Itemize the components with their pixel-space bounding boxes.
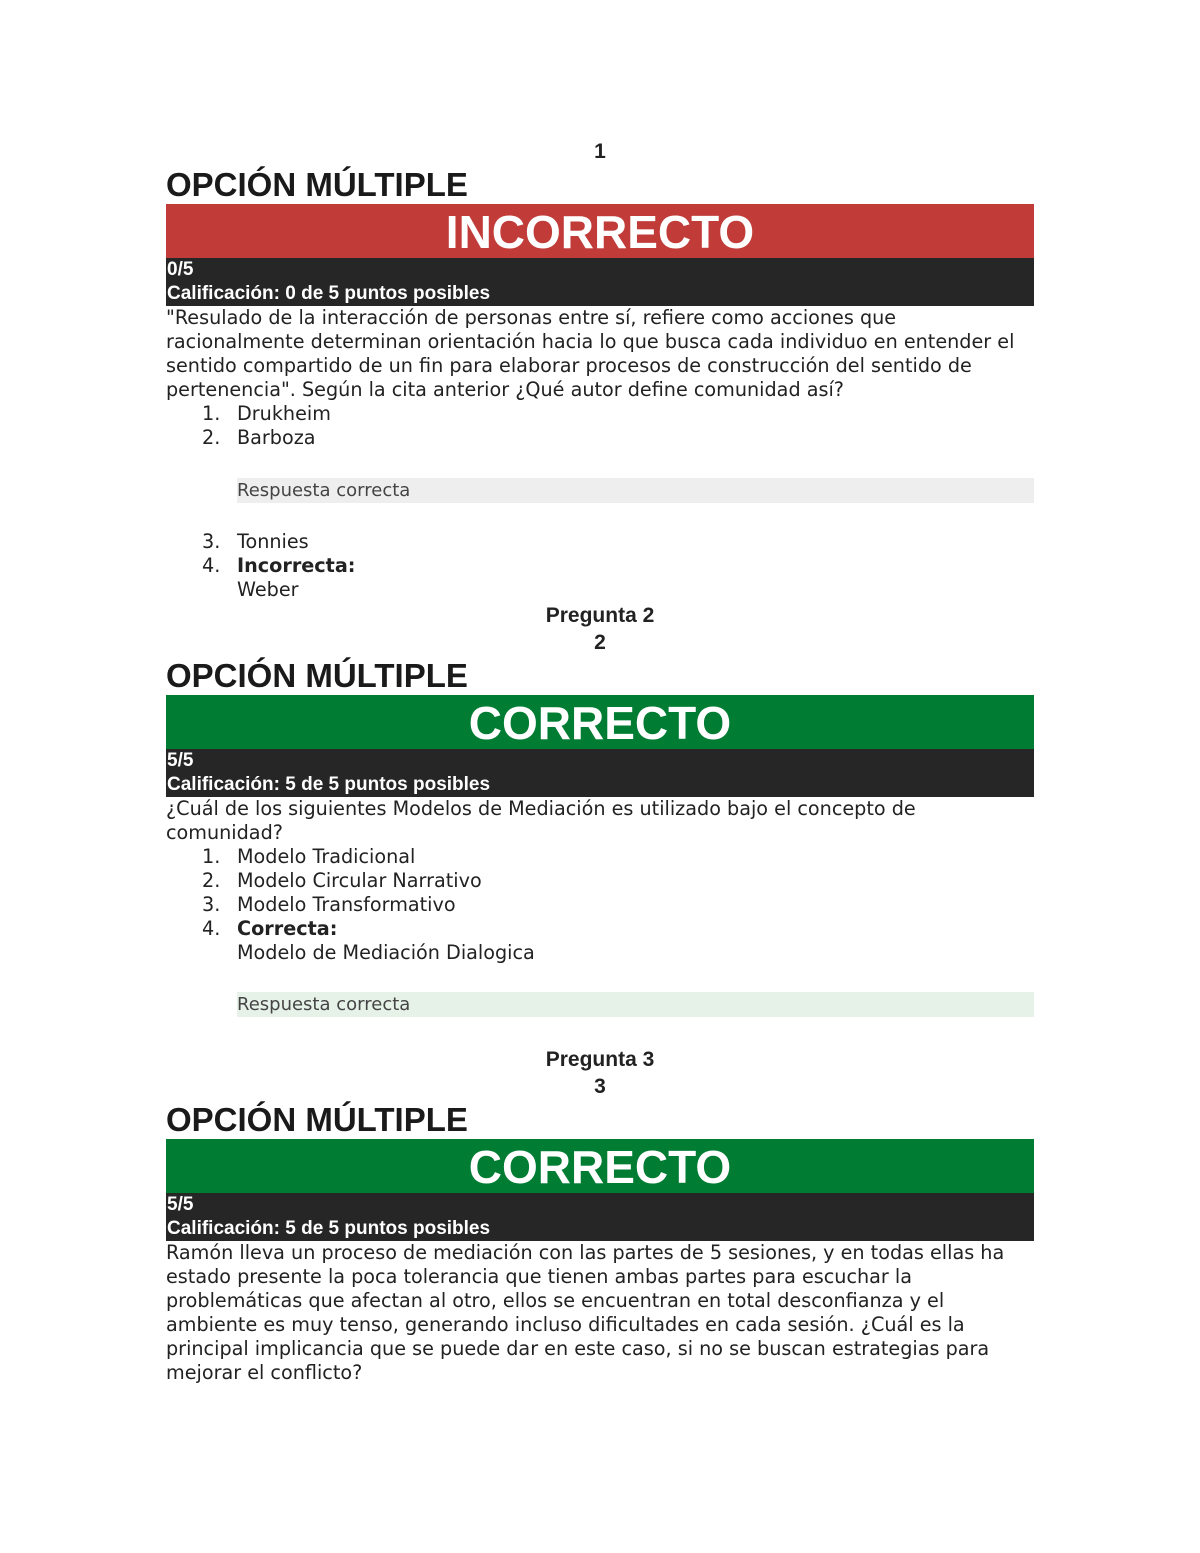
question-1 [166, 138, 1034, 602]
option-text: Drukheim [237, 402, 331, 425]
option-number: 2. [202, 426, 221, 449]
score-block [166, 1193, 1034, 1241]
grade-text: Calificación: 0 de 5 puntos posibles [167, 283, 491, 304]
question-type-title: OPCIÓN MÚLTIPLE [166, 166, 468, 203]
option-item[interactable] [166, 530, 1034, 554]
correct-answer-note: Respuesta correcta [237, 992, 1034, 1017]
option-number: 4. [202, 917, 221, 940]
incorrect-tag: Incorrecta: [237, 554, 356, 577]
options-list [166, 402, 1034, 450]
question-number: 2 [594, 631, 606, 654]
options-list [166, 845, 1034, 965]
option-text: Modelo Transformativo [237, 893, 456, 916]
options-list [166, 530, 1034, 602]
question-2 [166, 602, 1034, 1046]
option-item[interactable] [166, 426, 1034, 450]
status-banner-correct: CORRECTO [166, 1139, 1034, 1193]
question-type-title: OPCIÓN MÚLTIPLE [166, 1101, 468, 1138]
question-type-title: OPCIÓN MÚLTIPLE [166, 657, 468, 694]
status-banner-correct: CORRECTO [166, 695, 1034, 749]
score-block [166, 749, 1034, 797]
question-number: 3 [594, 1075, 606, 1098]
question-text: ¿Cuál de los siguientes Modelos de Mediación es utilizado bajo el concepto de comunidad? [166, 797, 916, 844]
question-text: "Resulado de la interacción de personas entre sí, refiere como acciones que racionalmente determinan orientación hacia lo que busca cada individuo en entender el sentido compartido de un fin para elaborar procesos de construcción del sentido de pertenencia". Según la cita anterior ¿Qué autor define comunidad así? [166, 306, 1015, 401]
quiz-review-page [166, 138, 1034, 1385]
correct-answer-note: Respuesta correcta [237, 478, 1034, 503]
option-text: Tonnies [237, 530, 309, 553]
correct-tag: Correcta: [237, 917, 338, 940]
option-item[interactable] [166, 893, 1034, 917]
score-value: 5/5 [167, 750, 194, 771]
option-number: 2. [202, 869, 221, 892]
option-number: 3. [202, 893, 221, 916]
option-text: Weber [237, 578, 299, 601]
pregunta-label: Pregunta 3 [545, 1048, 655, 1071]
option-number: 1. [202, 402, 221, 425]
score-value: 5/5 [167, 1194, 194, 1215]
option-text: Modelo Circular Narrativo [237, 869, 482, 892]
pregunta-label: Pregunta 2 [545, 604, 655, 627]
question-text: Ramón lleva un proceso de mediación con las partes de 5 sesiones, y en todas ellas ha estado presente la poca tolerancia que tienen ambas partes para escuchar la problemáticas que afectan al otro, ellos se encuentran en total desconfianza y el ambiente es muy tenso, generando incluso dificultades en cada sesión. ¿Cuál es la principal implicancia que se puede dar en este caso, si no se buscan estrategias para mejorar el conflicto? [166, 1241, 1005, 1384]
option-number: 1. [202, 845, 221, 868]
option-text: Modelo Tradicional [237, 845, 416, 868]
option-item[interactable] [166, 869, 1034, 893]
option-text: Modelo de Mediación Dialogica [237, 941, 535, 964]
option-item-selected[interactable] [166, 554, 1034, 602]
option-text: Barboza [237, 426, 316, 449]
option-number: 4. [202, 554, 221, 577]
grade-text: Calificación: 5 de 5 puntos posibles [167, 774, 491, 795]
status-banner-incorrect: INCORRECTO [166, 204, 1034, 258]
option-item[interactable] [166, 845, 1034, 869]
score-value: 0/5 [167, 259, 194, 280]
option-item[interactable] [166, 402, 1034, 426]
question-3 [166, 1046, 1034, 1385]
score-block [166, 258, 1034, 306]
option-number: 3. [202, 530, 221, 553]
option-item-selected[interactable] [166, 917, 1034, 965]
question-number: 1 [594, 140, 606, 163]
grade-text: Calificación: 5 de 5 puntos posibles [167, 1218, 491, 1239]
